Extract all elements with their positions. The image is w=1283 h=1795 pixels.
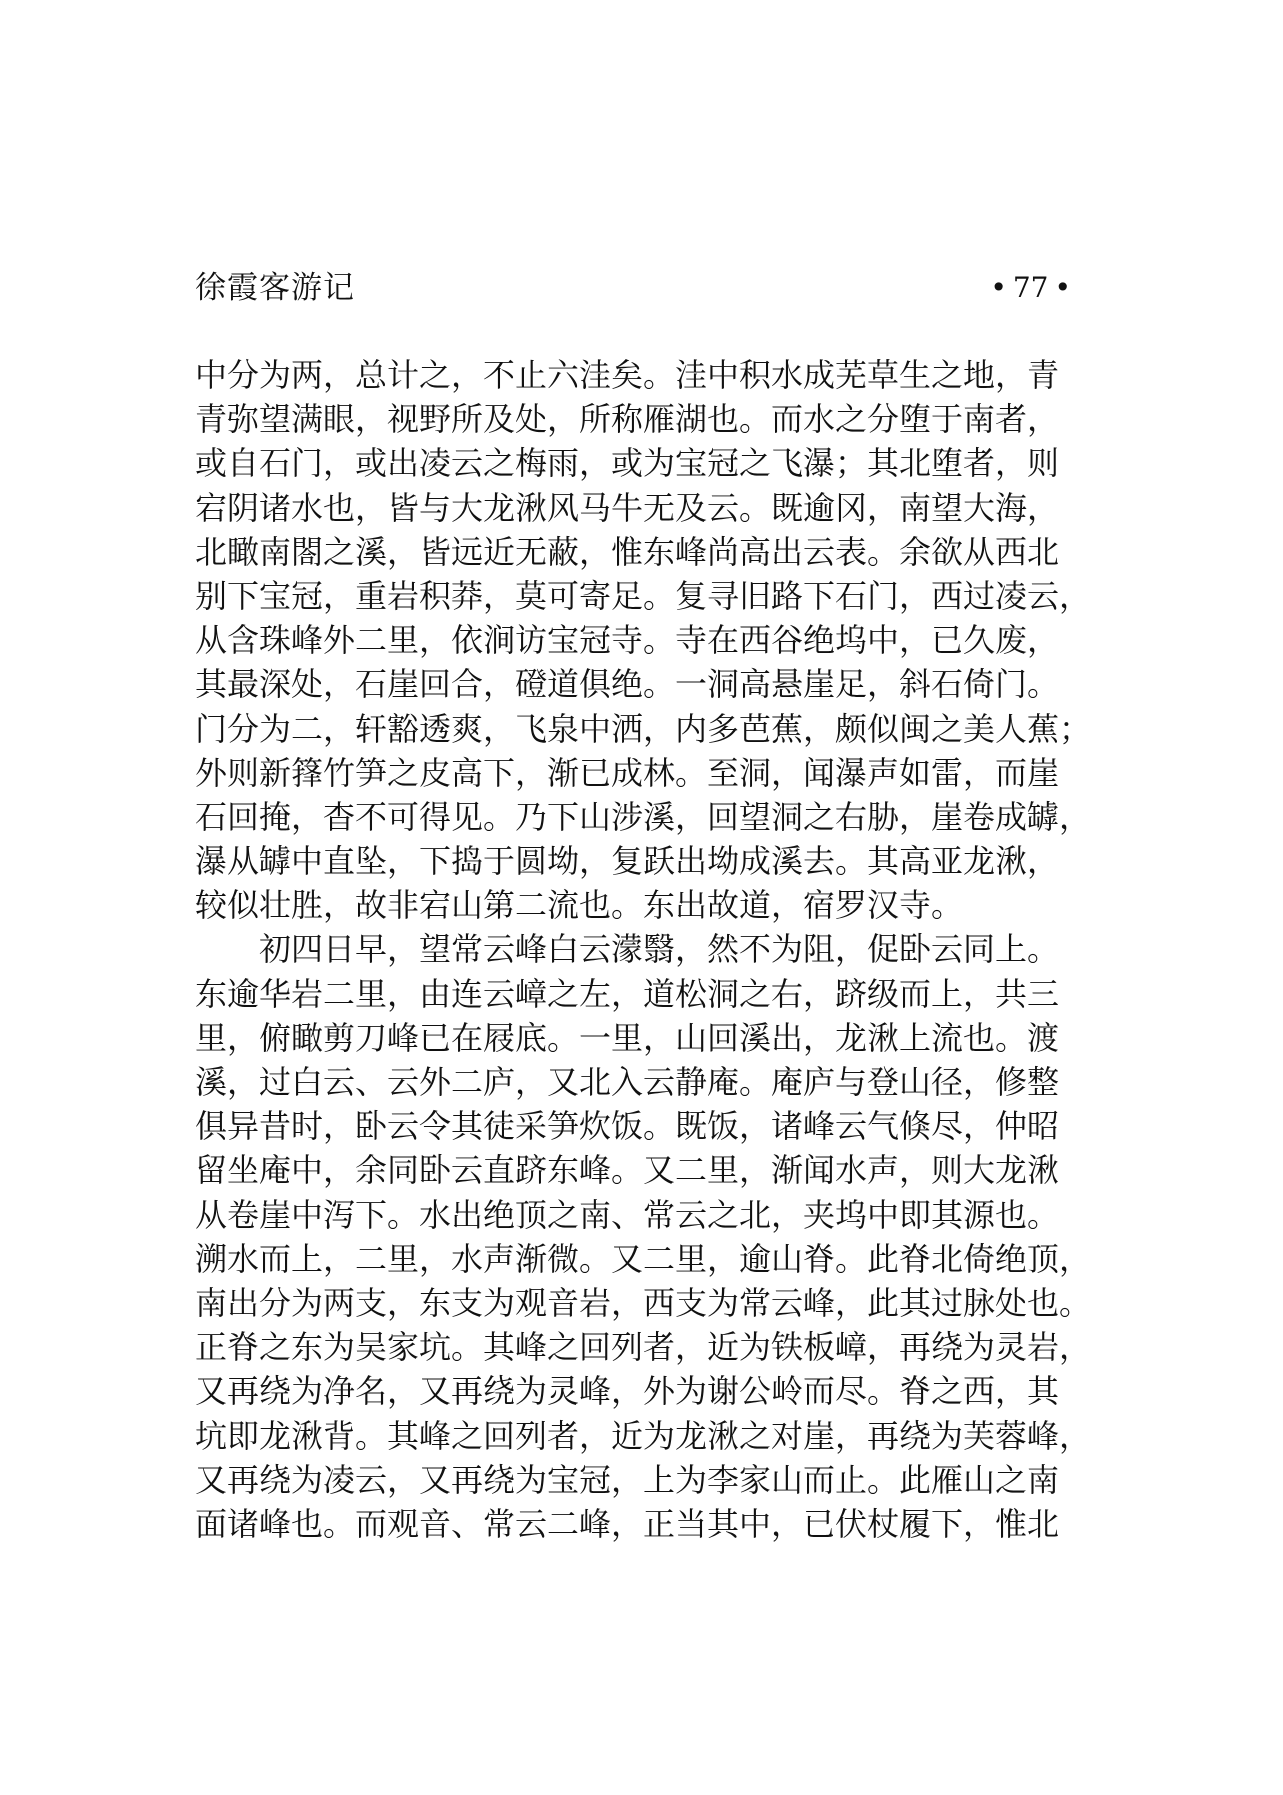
text-line: 其最深处，石崖回合，磴道俱绝。一洞高悬崖足，斜石倚门。 — [195, 665, 1060, 704]
text-line: 宕阴诸水也，皆与大龙湫风马牛无及云。既逾冈，南望大海， — [195, 488, 1060, 527]
text-line: 从卷崖中泻下。水出绝顶之南、常云之北，夹坞中即其源也。 — [195, 1195, 1060, 1234]
text-line: 较似壮胜，故非宕山第二流也。东出故道，宿罗汉寺。 — [195, 886, 964, 925]
text-line: 从含珠峰外二里，依涧访宝冠寺。寺在西谷绝坞中，已久废， — [195, 621, 1060, 660]
page-number-value: 77 — [1012, 271, 1049, 304]
text-line: 北瞰南閤之溪，皆远近无蔽，惟东峰尚高出云表。余欲从西北 — [195, 532, 1060, 571]
text-line: 又再绕为凌云，又再绕为宝冠，上为李家山而止。此雁山之南 — [195, 1460, 1060, 1499]
text-line: 俱异昔时，卧云令其徒采笋炊饭。既饭，诸峰云气倏尽，仲昭 — [195, 1107, 1060, 1146]
text-line: 溪，过白云、云外二庐，又北入云静庵。庵庐与登山径，修整 — [195, 1063, 1060, 1101]
text-line: 正脊之东为吴家坑。其峰之回列者，近为铁板嶂，再绕为灵岩， — [195, 1328, 1092, 1367]
text-line: 瀑从罅中直坠，下捣于圆坳，复跃出坳成溪去。其高亚龙湫， — [195, 842, 1060, 881]
text-line: 里，俯瞰剪刀峰已在屐底。一里，山回溪出，龙湫上流也。渡 — [195, 1018, 1060, 1057]
text-line: 石回掩，杳不可得见。乃下山涉溪，回望洞之右胁，崖卷成罅， — [195, 797, 1092, 836]
text-line: 坑即龙湫背。其峰之回列者，近为龙湫之对崖，再绕为芙蓉峰， — [195, 1416, 1092, 1455]
text-line: 外则新箨竹笋之皮高下，渐已成林。至洞，闻瀑声如雷，而崖 — [195, 753, 1060, 792]
running-title: 徐霞客游记 — [195, 270, 355, 306]
page-number-left-dot: • — [990, 271, 1007, 304]
text-line: 青弥望满眼，视野所及处，所称雁湖也。而水之分堕于南者， — [195, 400, 1060, 439]
page-number-right-dot: • — [1054, 271, 1071, 304]
page-body — [195, 353, 1110, 1546]
text-line: 或自石门，或出凌云之梅雨，或为宝冠之飞瀑；其北堕者，则 — [195, 444, 1060, 483]
text-line: 溯水而上，二里，水声渐微。又二里，逾山脊。此脊北倚绝顶， — [195, 1239, 1092, 1278]
text-line: 东逾华岩二里，由连云嶂之左，道松洞之右，跻级而上，共三 — [195, 974, 1060, 1013]
text-line: 中分为两，总计之，不止六洼矣。洼中积水成芜草生之地，青 — [195, 356, 1060, 394]
page-header — [195, 266, 1077, 310]
text-line: 别下宝冠，重岩积莽，莫可寄足。复寻旧路下石门，西过凌云， — [195, 576, 1092, 615]
paragraph-first-line: 初四日早，望常云峰白云濛翳，然不为阻，促卧云同上。 — [259, 930, 1060, 969]
text-line: 又再绕为净名，又再绕为灵峰，外为谢公岭而尽。脊之西，其 — [195, 1372, 1060, 1411]
text-line: 门分为二，轩豁透爽，飞泉中洒，内多芭蕉，颇似闽之美人蕉； — [195, 709, 1092, 748]
text-line: 留坐庵中，余同卧云直跻东峰。又二里，渐闻水声，则大龙湫 — [195, 1151, 1060, 1190]
text-line: 南出分为两支，东支为观音岩，西支为常云峰，此其过脉处也。 — [195, 1283, 1092, 1322]
text-line: 面诸峰也。而观音、常云二峰，正当其中，已伏杖履下，惟北 — [195, 1504, 1060, 1543]
page-number — [984, 266, 1077, 310]
